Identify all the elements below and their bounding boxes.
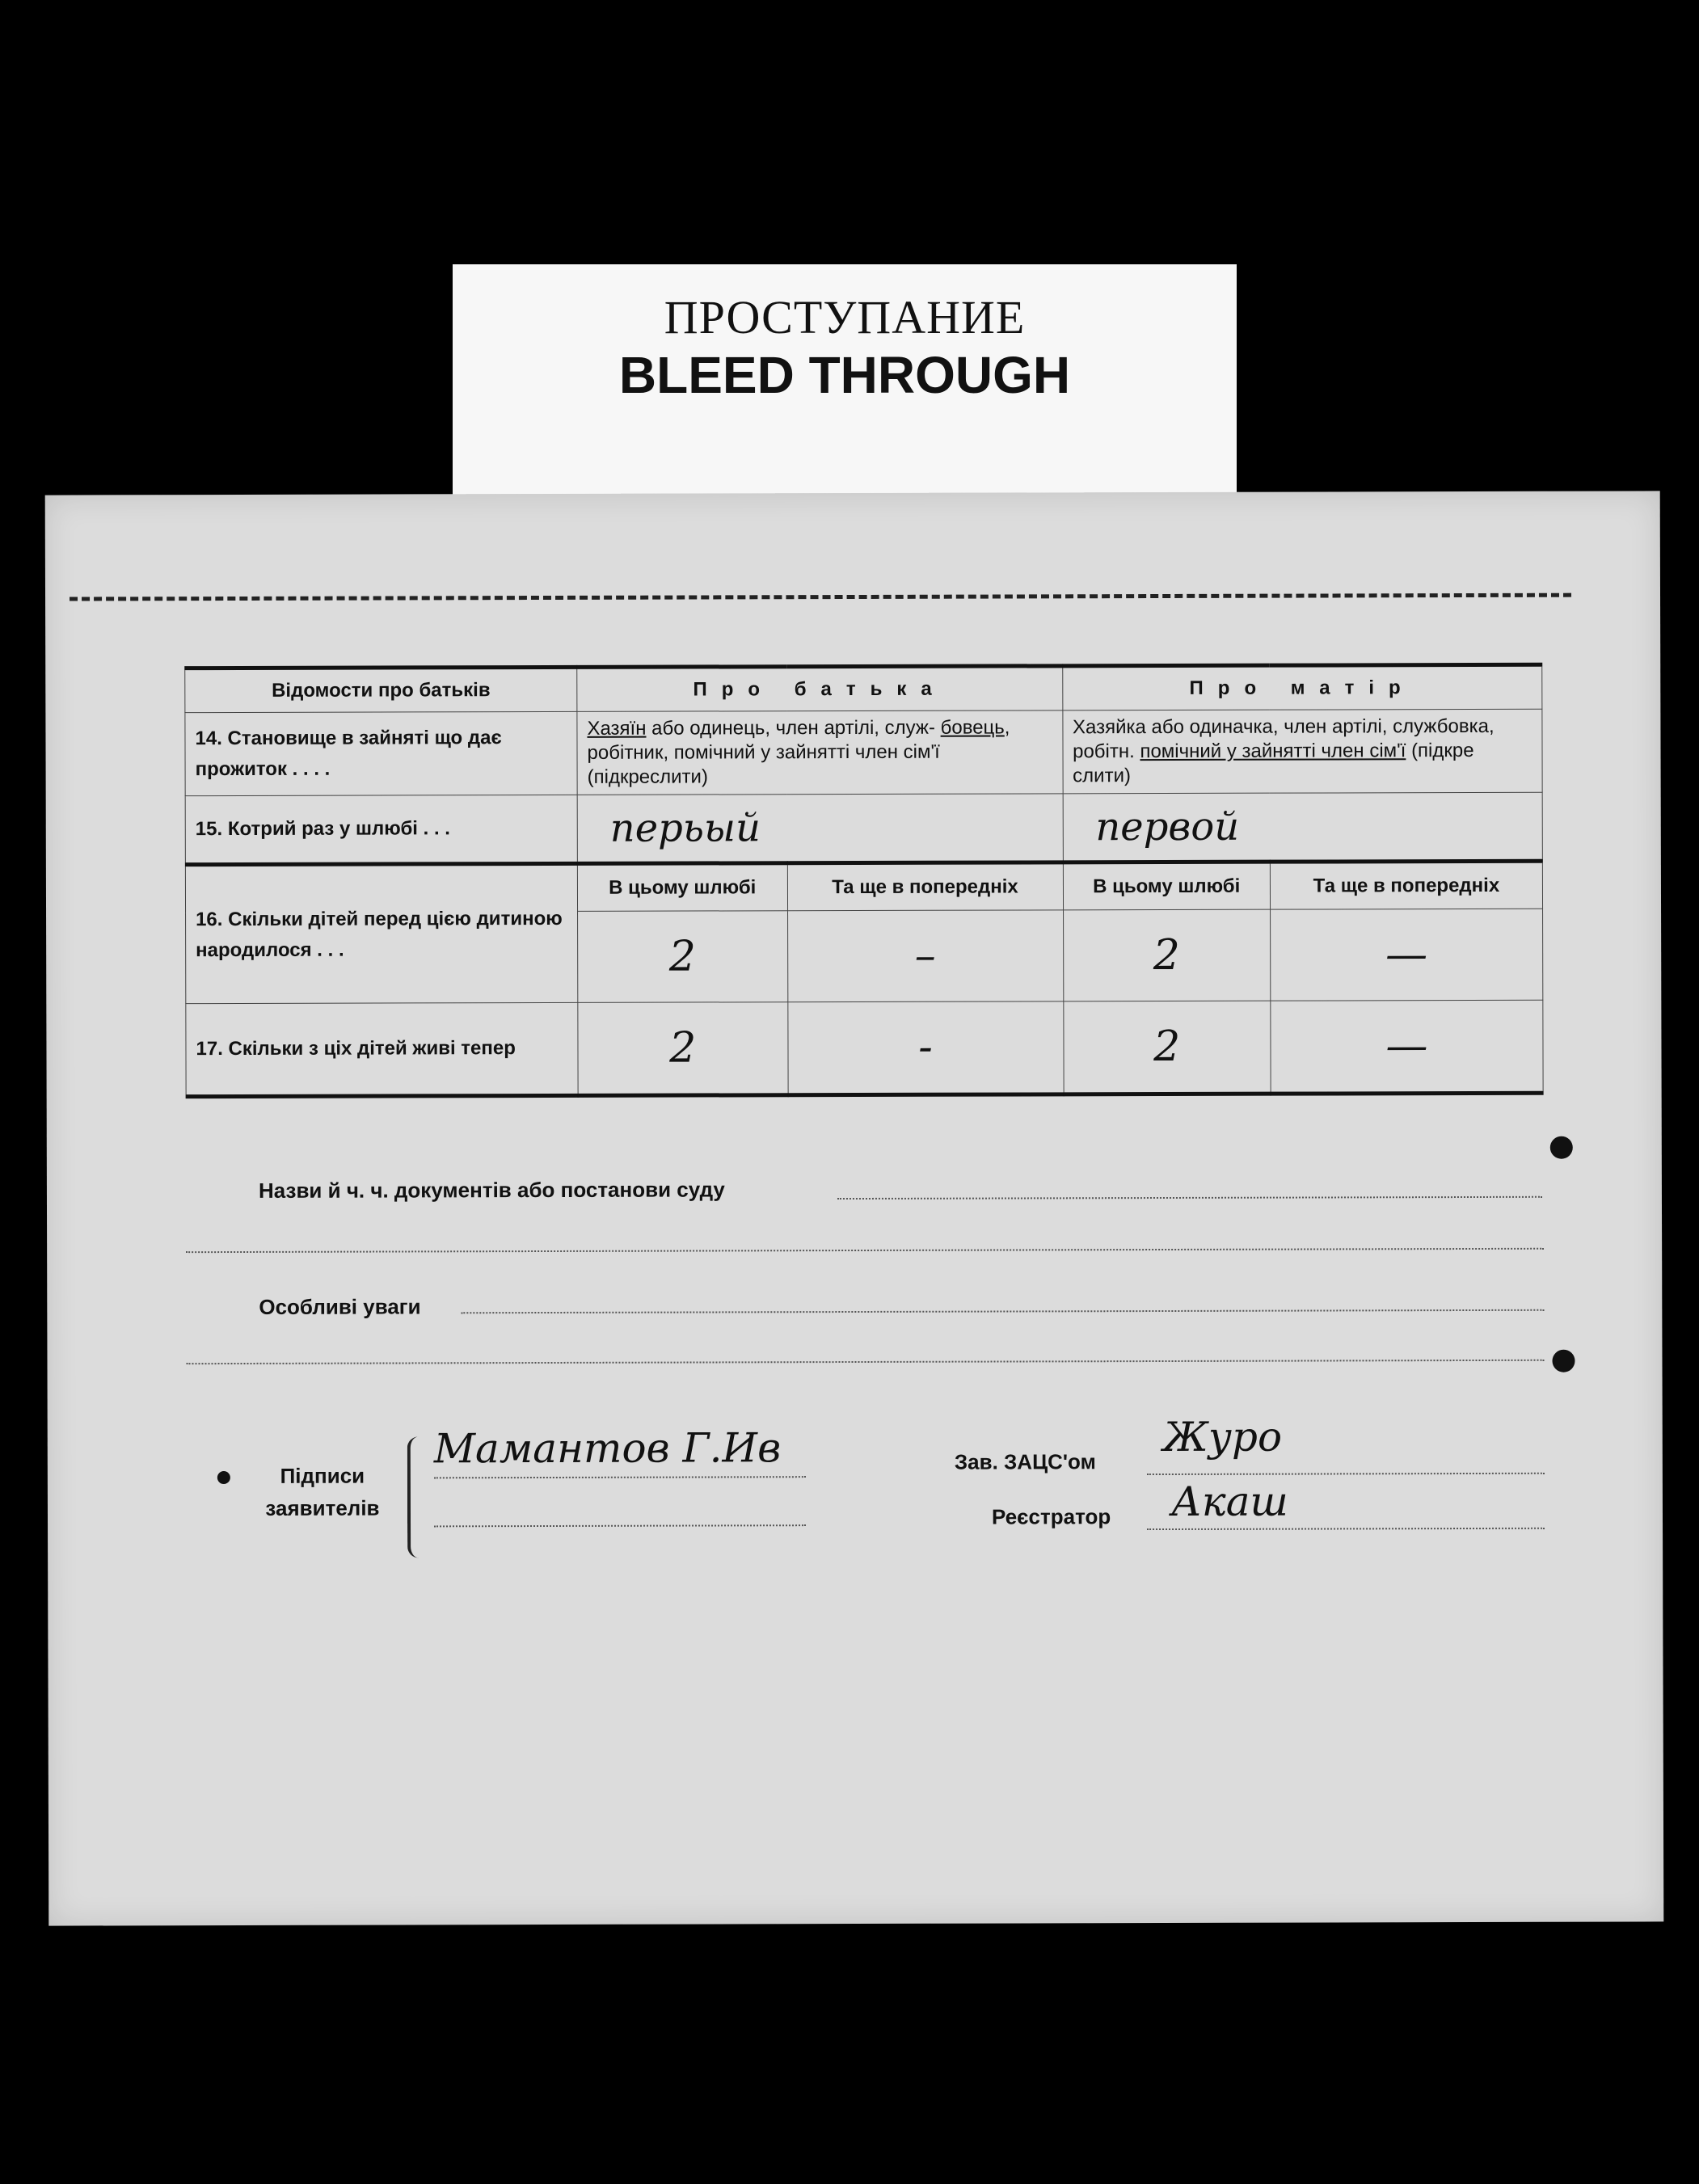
subheader-father-this: В цьому шлюбі xyxy=(577,863,787,912)
bleed-through-card xyxy=(453,264,1237,499)
row17-father-previous: - xyxy=(787,1001,1063,1095)
signers-label xyxy=(258,1460,387,1524)
signers-label-line1: Підписи xyxy=(280,1463,365,1488)
registrar-label: Реєстратор xyxy=(991,1504,1111,1529)
row16-label: 16. Скільки дітей перед цією дитиною народилося . . . xyxy=(185,863,577,1003)
row14-mother xyxy=(1062,709,1542,794)
notes-line xyxy=(461,1309,1544,1314)
form-sheet xyxy=(45,491,1664,1925)
row14-mother-underlined: помічний у зайнятті член сім'ї xyxy=(1140,740,1406,763)
notes-label: Особливі уваги xyxy=(259,1294,421,1319)
row17-mother-previous: — xyxy=(1271,1000,1543,1094)
head-signature: Журо xyxy=(1162,1413,1283,1461)
row17-mother-this: 2 xyxy=(1063,1001,1271,1094)
registrar-line xyxy=(1147,1528,1545,1530)
header-mother: Про матір xyxy=(1062,664,1542,710)
row17-label: 17. Скільки з ціх дітей живі тепер xyxy=(186,1002,578,1096)
bullet-icon xyxy=(217,1471,230,1484)
row14-father xyxy=(577,710,1063,795)
subheader-mother-this: В цьому шлюбі xyxy=(1063,862,1270,910)
parents-table xyxy=(184,663,1543,1098)
row14-label: 14. Становище в зайняті що дає прожиток . . . . xyxy=(185,711,577,795)
brace xyxy=(407,1436,427,1558)
documents-label: Назви й ч. ч. документів або постанови суду xyxy=(258,1177,725,1203)
documents-line-2 xyxy=(186,1248,1544,1253)
row14-mother-text1: Хазяйка або одиначка, член артілі, службовка, робітн. xyxy=(1072,715,1495,763)
row15-mother: первой xyxy=(1063,792,1543,862)
head-label: Зав. ЗАЦС'ом xyxy=(954,1449,1096,1474)
documents-line xyxy=(837,1196,1542,1200)
applicant-signature: Мамантов Г.Ив xyxy=(433,1424,782,1473)
header-parents-info: Відомости про батьків xyxy=(185,667,577,712)
row15-father: перьый xyxy=(577,794,1063,864)
row14-father-text2: , робітник, помічний у зайнятті член сім'ї (підкреслити) xyxy=(587,716,1010,788)
row14-father-underlined: Хазяїн xyxy=(587,717,647,740)
row14-father-text1: або одинець, член артілі, служ- xyxy=(646,716,935,740)
notes-line-2 xyxy=(186,1360,1544,1364)
row16-father-this: 2 xyxy=(578,911,788,1003)
row15-label: 15. Котрий раз у шлюбі . . . xyxy=(185,795,577,864)
row16-mother-this: 2 xyxy=(1063,909,1271,1001)
signature-line-1 xyxy=(434,1476,806,1478)
registrar-signature: Акаш xyxy=(1170,1478,1288,1525)
punch-hole-2 xyxy=(1552,1350,1575,1372)
subheader-father-previous: Та ще в попередніх xyxy=(787,862,1063,911)
row17-father-this: 2 xyxy=(578,1002,788,1096)
header-father: Про батька xyxy=(577,666,1063,712)
label-english: BLEED THROUGH xyxy=(618,346,1071,404)
row14-father-underlined2: бовець xyxy=(940,716,1005,739)
row16-mother-previous: — xyxy=(1270,909,1542,1001)
punch-hole-1 xyxy=(1550,1136,1573,1159)
row14-mother-tail: (підкре слити) xyxy=(1073,739,1474,787)
signers-label-line2: заявителів xyxy=(265,1495,380,1520)
perforation-line xyxy=(70,593,1571,601)
row16-father-previous: – xyxy=(787,910,1063,1002)
head-line xyxy=(1147,1473,1545,1475)
label-russian: ПРОСТУПАНИЕ xyxy=(664,291,1026,344)
signature-line-2 xyxy=(434,1524,806,1527)
subheader-mother-previous: Та ще в попередніх xyxy=(1270,861,1542,909)
